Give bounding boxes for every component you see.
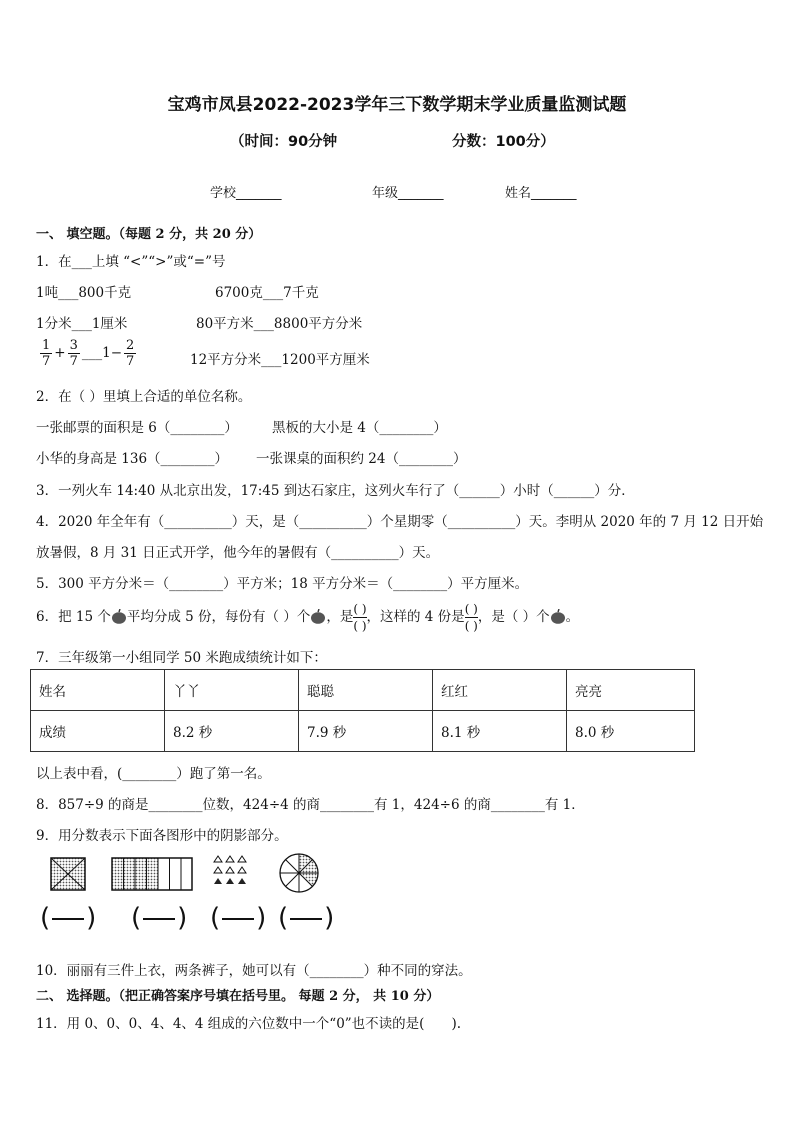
question-1a: 1吨___800千克 [36,285,132,301]
question-1c: 1分米___1厘米 [36,316,128,332]
triangle-grid-figure [213,855,253,889]
question-11: 11．用 0、0、0、4、4、4 组成的六位数中一个“0”也不读的是( ). [36,1016,462,1032]
question-2c: 小华的身高是 136（________） [36,451,229,467]
question-1b: 6700克___7千克 [215,285,319,301]
question-10: 10．丽丽有三件上衣，两条裤子，她可以有（________）种不同的穿法。 [36,963,472,979]
table-cell: 8.1 秒 [433,711,567,752]
apple-icon [310,609,326,624]
question-4: 4．2020 年全年有（__________）天，是（__________）个星期零（__________）天。李明从 2020 年的 7 月 12 日开始 [36,514,764,530]
question-2b: 黑板的大小是 4（________） [272,420,447,436]
table-cell: 丫丫 [165,670,299,711]
question-1e: $\frac{1}{7}$ + $\frac{3}{7}$ ___1− $\frac{2}{7}$ [42,338,135,369]
question-7b: 以上表中看，(________）跑了第一名。 [36,766,271,782]
score-table [30,669,695,752]
question-2: 2．在（ ）里填上合适的单位名称。 [36,389,252,405]
table-cell: 成绩 [31,711,165,752]
answer-blank: ( ) [131,903,188,933]
striped-rectangle-figure [111,857,193,891]
table-cell: 8.0 秒 [567,711,695,752]
question-1f: 12平方分米___1200平方厘米 [190,352,370,368]
school-field: 学校_______ [210,186,282,201]
fraction: $\frac{1}{7}$ [42,338,51,369]
fraction: $\frac{3}{7}$ [69,338,78,369]
question-4-cont: 放暑假，8 月 31 日正式开学，他今年的暑假有（__________）天。 [36,545,440,561]
page-title: 宝鸡市凤县2022-2023学年三下数学期末学业质量监测试题 [167,95,627,115]
question-2a: 一张邮票的面积是 6（________） [36,420,238,436]
shaded-square-figure [50,857,86,891]
apple-icon [550,609,566,624]
answer-blank: ( ) [40,903,97,933]
question-5: 5．300 平方分米＝（________）平方米；18 平方分米＝（________）平方厘米。 [36,576,529,592]
table-row [31,711,695,752]
table-cell: 聪聪 [299,670,433,711]
question-8: 8．857÷9 的商是________位数，424÷4 的商________有 1，424÷6 的商________有 1． [36,797,585,813]
question-6: 6．把 15 个 平均分成 5 份，每份有（ ）个 ，是 ( ) ( ) ，这样的 4 份是 ( ) ( ) ，是（ ）个 。 [36,602,580,633]
name-field: 姓名_______ [505,186,577,201]
grade-field: 年级_______ [372,186,444,201]
question-7: 7．三年级第一小组同学 50 米跑成绩统计如下： [36,650,327,666]
table-cell: 姓名 [31,670,165,711]
table-cell: 8.2 秒 [165,711,299,752]
fraction: $\frac{2}{7}$ [126,338,135,369]
fraction-blank: ( ) ( ) [464,602,478,633]
table-cell: 红红 [433,670,567,711]
exam-score: 分数：100分） [452,134,555,150]
question-3: 3．一列火车 14:40 从北京出发，17:45 到达石家庄，这列火车行了（______）小时（______）分． [36,483,635,499]
question-9: 9．用分数表示下面各图形中的阴影部分。 [36,828,288,844]
answer-blank: ( ) [210,903,267,933]
table-cell: 7.9 秒 [299,711,433,752]
section-heading-1: 一、 填空题。（每题 2 分，共 20 分） [36,227,262,242]
question-1: 1．在___上填 “<”“>”或“=”号 [36,254,226,270]
apple-icon [111,609,127,624]
question-1d: 80平方米___8800平方分米 [196,316,363,332]
table-row [31,670,695,711]
section-heading-2: 二、 选择题。（把正确答案序号填在括号里。 每题 2 分， 共 10 分） [36,989,440,1004]
exam-time: （时间：90分钟 [230,134,338,150]
question-2d: 一张课桌的面积约 24（________） [256,451,467,467]
answer-blank: ( ) [278,903,335,933]
sectored-circle-figure [278,852,320,894]
table-cell: 亮亮 [567,670,695,711]
fraction-blank: ( ) ( ) [353,602,367,633]
